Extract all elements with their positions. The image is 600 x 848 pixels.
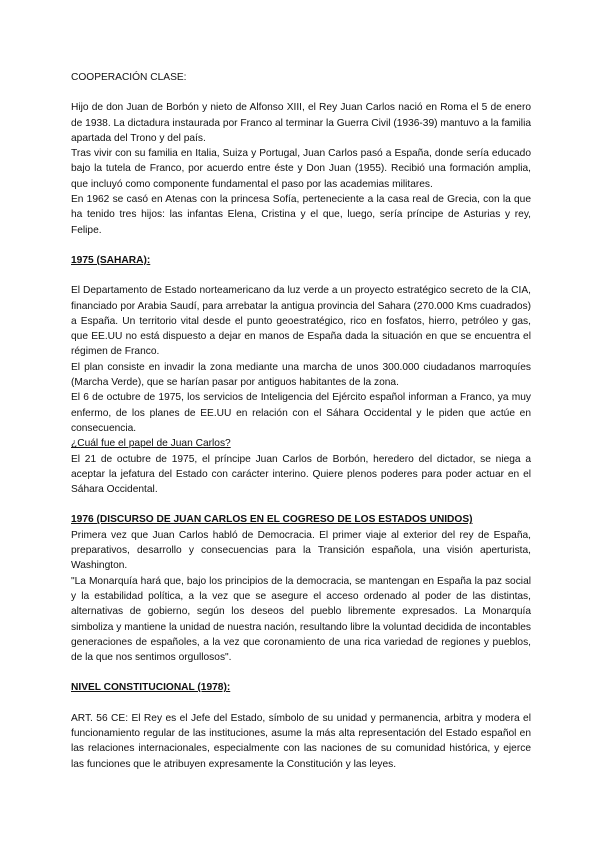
intro-paragraph: Hijo de don Juan de Borbón y nieto de Alfonso XIII, el Rey Juan Carlos nació en Roma el 5 de enero de 1938. La dictadura instaurada por Franco al terminar la Guerra Civil (1936-39) mantuvo a la familia apartada del Trono y del país. [71,102,531,144]
sahara-section-title: 1975 (SAHARA): [71,254,151,266]
discurso-paragraph: Primera vez que Juan Carlos habló de Democracia. El primer viaje al exterior del rey de España, preparativos, desarrollo y consecuencias para la Transición española, una visión aperturista, Washington. [71,529,531,572]
intro-paragraph: Tras vivir con su familia en Italia, Suiza y Portugal, Juan Carlos pasó a España, donde sería educado bajo la tutela de Franco, por acuerdo entre éste y Don Juan (1955). Recibió una formación amplia, que incluyó como componente fundamental el paso por las academias militares. [71,148,531,190]
constitucional-section-title: NIVEL CONSTITUCIONAL (1978): [71,682,231,694]
constitucional-paragraph: ART. 56 CE: El Rey es el Jefe del Estado, símbolo de su unidad y permanencia, arbitra y modera el funcionamiento regular de las instituciones, asume la más alta representación del Estado español en las relaciones internacionales, especialmente con las naciones de su comunidad histórica, y ejerce las funciones que le atribuyen expresamente la Constitución y las leyes. [71,712,531,770]
sahara-paragraph: El plan consiste en invadir la zona mediante una marcha de unos 300.000 ciudadanos marroquíes (Marcha Verde), que se harían pasar por antiguos habitantes de la zona. [71,361,531,389]
discurso-section-title: 1976 (DISCURSO DE JUAN CARLOS EN EL COGRESO DE LOS ESTADOS UNIDOS) [71,514,473,526]
sahara-answer: El 21 de octubre de 1975, el príncipe Juan Carlos de Borbón, heredero del dictador, se niega a aceptar la jefatura del Estado con carácter interino. Quiere plenos poderes para poder actuar en el Sáhara Occidental. [71,453,531,496]
sahara-paragraph: El 6 de octubre de 1975, los servicios de Inteligencia del Ejército español informan a Franco, ya muy enfermo, de los planes de EE.UU en relación con el Sáhara Occidental y le piden que actúe en consecuencia. [71,392,531,434]
sahara-question: ¿Cuál fue el papel de Juan Carlos? [71,438,231,450]
sahara-paragraph: El Departamento de Estado norteamericano da luz verde a un proyecto estratégico secreto de la CIA, financiado por Arabia Saudí, para arrebatar la antigua provincia del Sahara (270.000 Kms cuadrados) a España. Un territorio vital desde el punto geoestratégico, rico en fosfatos, hierro, petróleo y gas, que EE.UU no está dispuesto a dejar en manos de España dada la situación en que se encuentra el régimen de Franco. [71,285,531,358]
intro-paragraph: En 1962 se casó en Atenas con la princesa Sofía, perteneciente a la casa real de Grecia, con la que ha tenido tres hijos: las infantas Elena, Cristina y el que, luego, sería príncipe de Asturias y rey, Felipe. [71,194,531,236]
page-heading: COOPERACIÓN CLASE: [71,72,187,83]
document-body [71,70,531,772]
discurso-quote: "La Monarquía hará que, bajo los principios de la democracia, se mantengan en España la paz social y la estabilidad política, a la vez que se asegure el acceso ordenado al poder de las distintas, alternativas de gobierno, según los deseos del pueblo libremente expresados. La Monarquía simboliza y mantiene la unidad de nuestra nación, resultando libre la voluntad decidida de incontables generaciones de españoles, a la vez que coronamiento de una rica variedad de regiones y pueblos, de la que nos sentimos orgullosos". [71,575,531,664]
